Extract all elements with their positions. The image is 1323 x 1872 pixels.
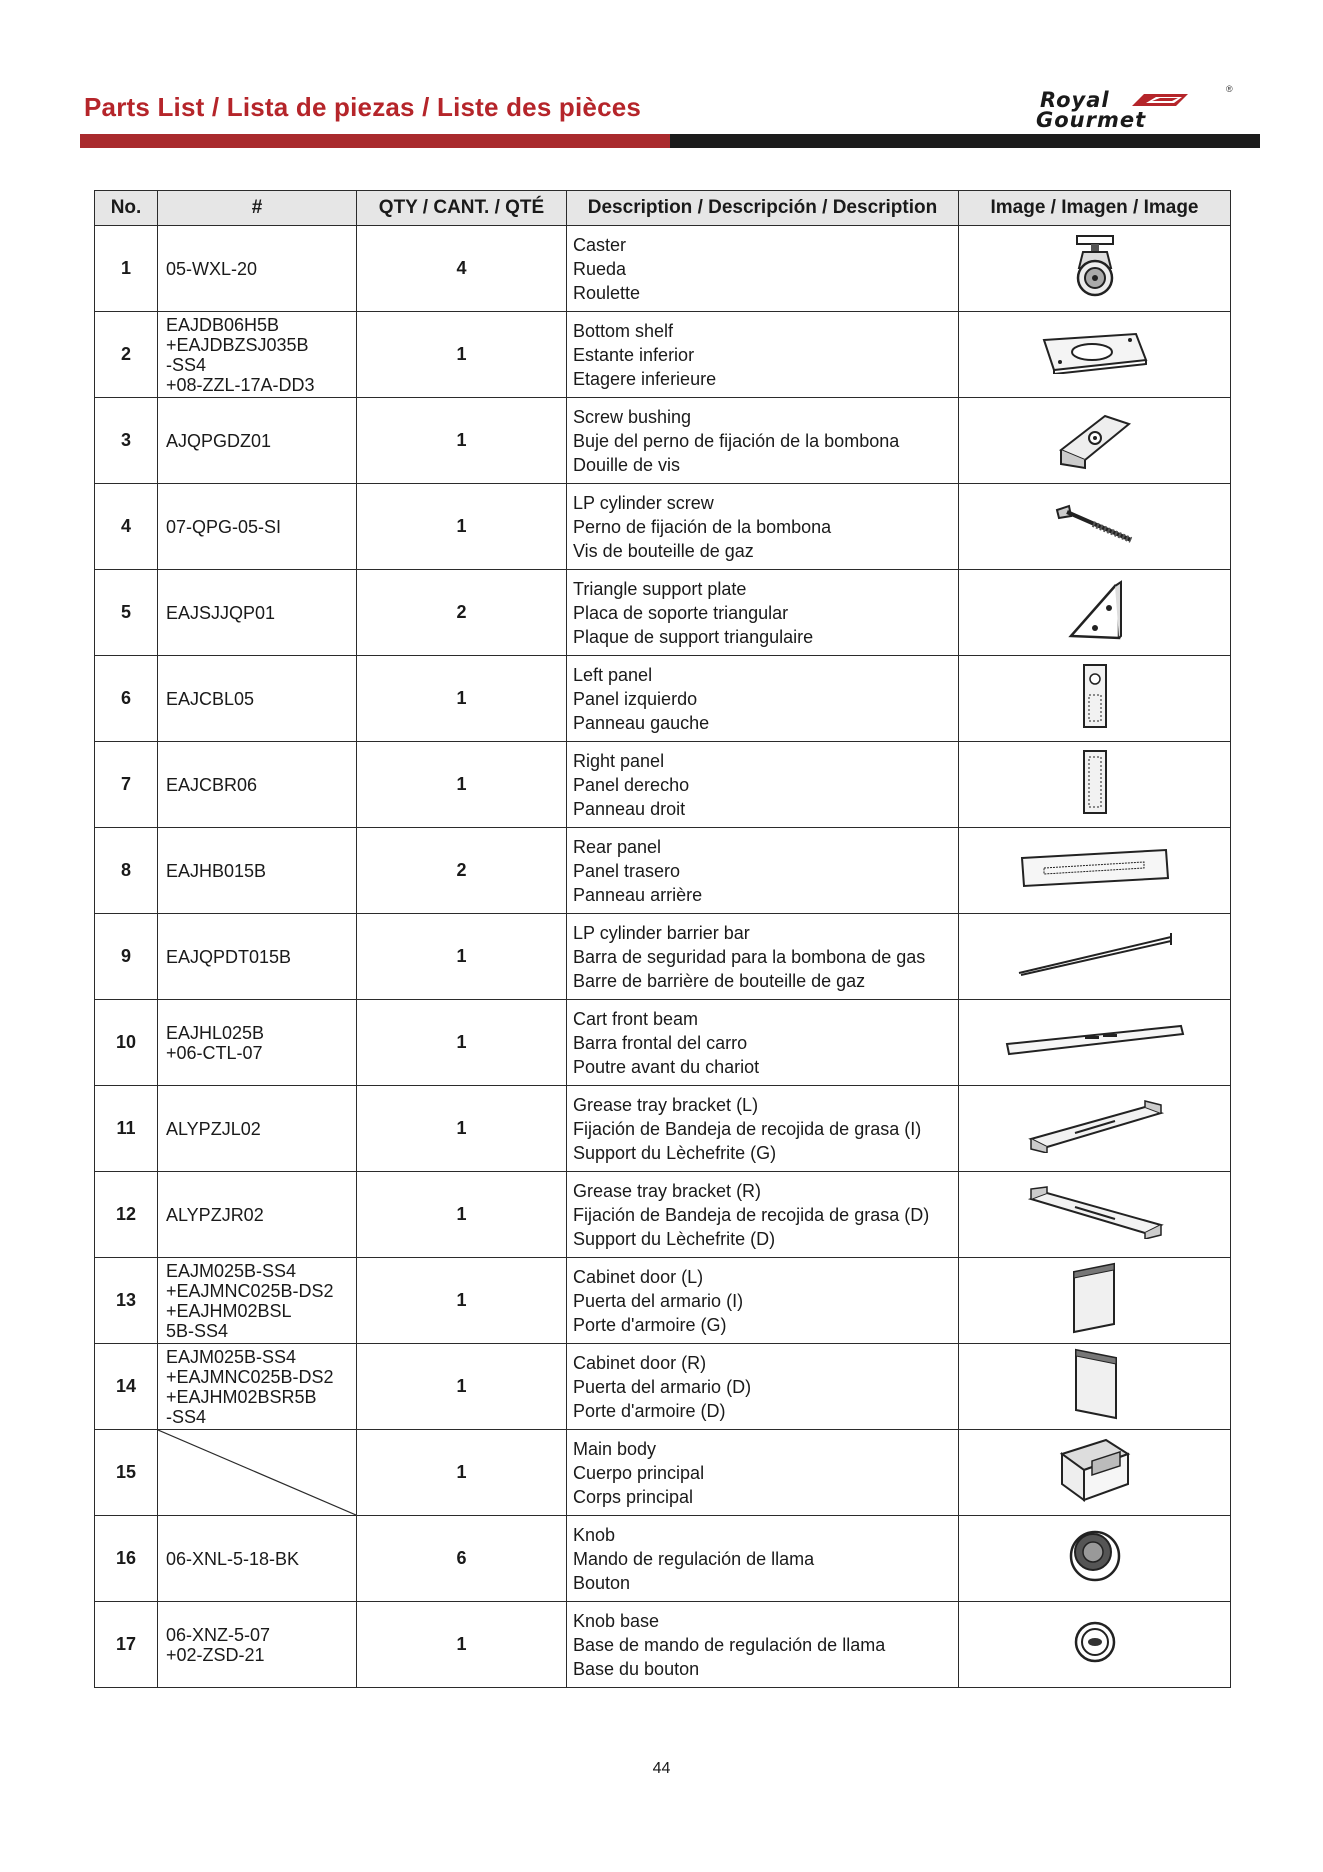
description-cell xyxy=(567,1344,959,1430)
part-number-line: +EAJMNC025B-DS2 xyxy=(166,1280,334,1301)
part-number-cell xyxy=(158,1172,357,1258)
description-line: Porte d'armoire (D) xyxy=(573,1400,726,1421)
description-line: Panel izquierdo xyxy=(573,688,698,709)
door-right-icon xyxy=(1070,1348,1120,1420)
image-cell xyxy=(959,1344,1231,1430)
image-cell xyxy=(959,484,1231,570)
description-line: Corps principal xyxy=(573,1486,694,1507)
part-number-line: EAJQPDT015B xyxy=(166,946,292,967)
main-body-icon xyxy=(1058,1436,1132,1504)
table-row xyxy=(95,656,1231,742)
description-line: Cuerpo principal xyxy=(573,1462,705,1483)
part-number-line: +EAJMNC025B-DS2 xyxy=(166,1366,334,1387)
header-part-number: # xyxy=(158,191,357,226)
description-line: Screw bushing xyxy=(573,406,692,427)
row-number: 17 xyxy=(95,1602,158,1688)
description-cell xyxy=(567,1000,959,1086)
row-number: 4 xyxy=(95,484,158,570)
quantity-cell: 1 xyxy=(357,742,567,828)
part-number-line: -SS4 xyxy=(166,1406,207,1427)
description-cell xyxy=(567,226,959,312)
description-line: Rueda xyxy=(573,258,627,279)
description-line: Base du bouton xyxy=(573,1658,700,1679)
left-panel-icon xyxy=(1080,663,1110,729)
part-number-cell xyxy=(158,312,357,398)
row-number: 1 xyxy=(95,226,158,312)
table-row xyxy=(95,1516,1231,1602)
description-line: Left panel xyxy=(573,664,653,685)
parts-table xyxy=(94,190,1231,1688)
description-cell xyxy=(567,828,959,914)
bracket-right-icon xyxy=(1025,1185,1165,1239)
description-line: Panneau gauche xyxy=(573,712,710,733)
quantity-cell: 1 xyxy=(357,656,567,742)
page-number: 44 xyxy=(652,1760,671,1777)
description-line: Perno de fijación de la bombona xyxy=(573,516,832,537)
description-line: Grease tray bracket (R) xyxy=(573,1180,762,1201)
part-number-cell xyxy=(158,226,357,312)
rear-panel-icon xyxy=(1020,848,1170,888)
table-row xyxy=(95,828,1231,914)
empty-cell-slash xyxy=(158,1430,356,1515)
quantity-cell: 4 xyxy=(357,226,567,312)
description-cell xyxy=(567,570,959,656)
row-number: 12 xyxy=(95,1172,158,1258)
part-number-line: EAJSJJQP01 xyxy=(166,602,276,623)
part-number-line: +08-ZZL-17A-DD3 xyxy=(166,374,315,395)
bracket-left-icon xyxy=(1025,1099,1165,1153)
description-cell xyxy=(567,1602,959,1688)
table-header-row xyxy=(95,191,1231,226)
description-line: Roulette xyxy=(573,282,641,303)
row-number: 13 xyxy=(95,1258,158,1344)
part-number-cell xyxy=(158,1602,357,1688)
part-number-line: 5B-SS4 xyxy=(166,1320,229,1341)
part-number-line: +EAJHM02BSR5B xyxy=(166,1386,317,1407)
description-line: Placa de soporte triangular xyxy=(573,602,789,623)
description-line: Buje del perno de fijación de la bombona xyxy=(573,430,900,451)
description-cell xyxy=(567,1430,959,1516)
registered-mark: ® xyxy=(1226,84,1233,94)
part-number-line: ALYPZJL02 xyxy=(166,1118,261,1139)
description-line: Barra de seguridad para la bombona de gas xyxy=(573,946,926,967)
description-line: Right panel xyxy=(573,750,665,771)
image-cell xyxy=(959,570,1231,656)
part-number-cell xyxy=(158,570,357,656)
row-number: 15 xyxy=(95,1430,158,1516)
table-row xyxy=(95,1000,1231,1086)
image-cell xyxy=(959,1086,1231,1172)
description-line: Barre de barrière de bouteille de gaz xyxy=(573,970,866,991)
part-number-line: EAJHB015B xyxy=(166,860,267,881)
description-line: Estante inferior xyxy=(573,344,695,365)
table-row xyxy=(95,914,1231,1000)
quantity-cell: 1 xyxy=(357,1000,567,1086)
quantity-cell: 1 xyxy=(357,914,567,1000)
description-line: Mando de regulación de llama xyxy=(573,1548,815,1569)
description-cell xyxy=(567,656,959,742)
description-cell xyxy=(567,484,959,570)
quantity-cell: 2 xyxy=(357,570,567,656)
description-line: Fijación de Bandeja de recojida de grasa (I) xyxy=(573,1118,922,1139)
image-cell xyxy=(959,656,1231,742)
description-line: Knob xyxy=(573,1524,616,1545)
part-number-cell xyxy=(158,914,357,1000)
image-cell xyxy=(959,398,1231,484)
description-line: Puerta del armario (D) xyxy=(573,1376,752,1397)
row-number: 10 xyxy=(95,1000,158,1086)
row-number: 9 xyxy=(95,914,158,1000)
description-line: Bottom shelf xyxy=(573,320,674,341)
part-number-line: +06-CTL-07 xyxy=(166,1042,263,1063)
description-line: Etagere inferieure xyxy=(573,368,717,389)
row-number: 6 xyxy=(95,656,158,742)
cylinder-screw-icon xyxy=(1053,502,1137,546)
description-line: Base de mando de regulación de llama xyxy=(573,1634,886,1655)
description-line: Porte d'armoire (G) xyxy=(573,1314,727,1335)
image-cell xyxy=(959,828,1231,914)
table-row xyxy=(95,1172,1231,1258)
quantity-cell: 1 xyxy=(357,1258,567,1344)
part-number-cell xyxy=(158,1258,357,1344)
description-line: Cabinet door (L) xyxy=(573,1266,704,1287)
quantity-cell: 1 xyxy=(357,1344,567,1430)
header-bar-black xyxy=(670,134,1260,148)
flag-icon xyxy=(1130,92,1190,108)
front-beam-icon xyxy=(1005,1022,1185,1058)
image-cell xyxy=(959,1172,1231,1258)
description-line: Panel derecho xyxy=(573,774,690,795)
brand-logo xyxy=(1036,84,1233,132)
description-line: Cart front beam xyxy=(573,1008,699,1029)
part-number-line: EAJM025B-SS4 xyxy=(166,1346,297,1367)
table-row xyxy=(95,226,1231,312)
header-image: Image / Imagen / Image xyxy=(959,191,1231,226)
header-description: Description / Descripción / Description xyxy=(567,191,959,226)
part-number-cell xyxy=(158,1086,357,1172)
table-row xyxy=(95,742,1231,828)
barrier-bar-icon xyxy=(1015,931,1175,977)
description-line: Caster xyxy=(573,234,627,255)
part-number-cell xyxy=(158,398,357,484)
row-number: 14 xyxy=(95,1344,158,1430)
description-line: Puerta del armario (I) xyxy=(573,1290,744,1311)
quantity-cell: 6 xyxy=(357,1516,567,1602)
part-number-line: +02-ZSD-21 xyxy=(166,1644,265,1665)
header-bar-red xyxy=(80,134,670,148)
image-cell xyxy=(959,312,1231,398)
brand-line-2: Gourmet xyxy=(1036,108,1147,132)
description-cell xyxy=(567,312,959,398)
image-cell xyxy=(959,226,1231,312)
part-number-cell xyxy=(158,484,357,570)
part-number-line: +EAJDBZSJ035B xyxy=(166,334,309,355)
row-number: 11 xyxy=(95,1086,158,1172)
image-cell xyxy=(959,1516,1231,1602)
image-cell xyxy=(959,742,1231,828)
quantity-cell: 1 xyxy=(357,1172,567,1258)
description-line: Support du Lèchefrite (D) xyxy=(573,1228,776,1249)
caster-icon xyxy=(1067,232,1123,300)
description-line: Bouton xyxy=(573,1572,631,1593)
row-number: 3 xyxy=(95,398,158,484)
bottom-shelf-icon xyxy=(1040,330,1150,374)
door-left-icon xyxy=(1070,1262,1120,1334)
row-number: 16 xyxy=(95,1516,158,1602)
description-cell xyxy=(567,742,959,828)
table-row xyxy=(95,570,1231,656)
description-cell xyxy=(567,914,959,1000)
table-row xyxy=(95,484,1231,570)
part-number-line: EAJM025B-SS4 xyxy=(166,1260,297,1281)
table-row xyxy=(95,312,1231,398)
description-line: Barra frontal del carro xyxy=(573,1032,748,1053)
part-number-line: ALYPZJR02 xyxy=(166,1204,264,1225)
part-number-cell xyxy=(158,828,357,914)
page-title: Parts List / Lista de piezas / Liste des pièces xyxy=(84,92,642,122)
screw-bushing-icon xyxy=(1055,406,1135,470)
header-no: No. xyxy=(95,191,158,226)
part-number-line: 06-XNZ-5-07 xyxy=(166,1624,271,1645)
description-line: LP cylinder barrier bar xyxy=(573,922,750,943)
quantity-cell: 1 xyxy=(357,484,567,570)
description-line: Main body xyxy=(573,1438,657,1459)
description-line: Panneau droit xyxy=(573,798,686,819)
part-number-line: EAJCBR06 xyxy=(166,774,258,795)
header-quantity: QTY / CANT. / QTÉ xyxy=(357,191,567,226)
knob-icon xyxy=(1065,1526,1125,1586)
part-number-cell xyxy=(158,1516,357,1602)
description-line: Panneau arrière xyxy=(573,884,703,905)
table-row xyxy=(95,1258,1231,1344)
triangle-plate-icon xyxy=(1065,578,1125,642)
part-number-line: +EAJHM02BSL xyxy=(166,1300,292,1321)
quantity-cell: 1 xyxy=(357,1602,567,1688)
row-number: 2 xyxy=(95,312,158,398)
part-number-cell xyxy=(158,656,357,742)
description-line: Cabinet door (R) xyxy=(573,1352,707,1373)
description-line: Triangle support plate xyxy=(573,578,747,599)
description-cell xyxy=(567,1516,959,1602)
quantity-cell: 2 xyxy=(357,828,567,914)
description-line: Grease tray bracket (L) xyxy=(573,1094,759,1115)
description-line: LP cylinder screw xyxy=(573,492,714,513)
part-number-line: 07-QPG-05-SI xyxy=(166,516,282,537)
part-number-line: 05-WXL-20 xyxy=(166,258,258,279)
description-line: Panel trasero xyxy=(573,860,681,881)
quantity-cell: 1 xyxy=(357,398,567,484)
description-line: Knob base xyxy=(573,1610,660,1631)
description-line: Poutre avant du chariot xyxy=(573,1056,760,1077)
description-line: Support du Lèchefrite (G) xyxy=(573,1142,777,1163)
knob-base-icon xyxy=(1073,1620,1117,1664)
table-row xyxy=(95,1086,1231,1172)
table-row xyxy=(95,398,1231,484)
image-cell xyxy=(959,1430,1231,1516)
row-number: 5 xyxy=(95,570,158,656)
image-cell xyxy=(959,914,1231,1000)
description-cell xyxy=(567,1172,959,1258)
brand-line-1: Royal xyxy=(1040,88,1110,112)
image-cell xyxy=(959,1602,1231,1688)
part-number-line: EAJCBL05 xyxy=(166,688,255,709)
image-cell xyxy=(959,1258,1231,1344)
part-number-cell xyxy=(158,1430,357,1516)
image-cell xyxy=(959,1000,1231,1086)
quantity-cell: 1 xyxy=(357,312,567,398)
part-number-line: -SS4 xyxy=(166,354,207,375)
description-line: Vis de bouteille de gaz xyxy=(573,540,754,561)
quantity-cell: 1 xyxy=(357,1430,567,1516)
description-cell xyxy=(567,1258,959,1344)
description-line: Douille de vis xyxy=(573,454,681,475)
row-number: 7 xyxy=(95,742,158,828)
quantity-cell: 1 xyxy=(357,1086,567,1172)
row-number: 8 xyxy=(95,828,158,914)
table-row xyxy=(95,1602,1231,1688)
part-number-line: 06-XNL-5-18-BK xyxy=(166,1548,300,1569)
description-cell xyxy=(567,1086,959,1172)
part-number-line: AJQPGDZ01 xyxy=(166,430,272,451)
part-number-cell xyxy=(158,1344,357,1430)
description-line: Plaque de support triangulaire xyxy=(573,626,814,647)
description-line: Fijación de Bandeja de recojida de grasa (D) xyxy=(573,1204,930,1225)
part-number-cell xyxy=(158,1000,357,1086)
part-number-cell xyxy=(158,742,357,828)
description-line: Rear panel xyxy=(573,836,662,857)
part-number-line: EAJHL025B xyxy=(166,1022,265,1043)
right-panel-icon xyxy=(1080,749,1110,815)
part-number-line: EAJDB06H5B xyxy=(166,314,280,335)
description-cell xyxy=(567,398,959,484)
table-row xyxy=(95,1344,1231,1430)
table-row xyxy=(95,1430,1231,1516)
